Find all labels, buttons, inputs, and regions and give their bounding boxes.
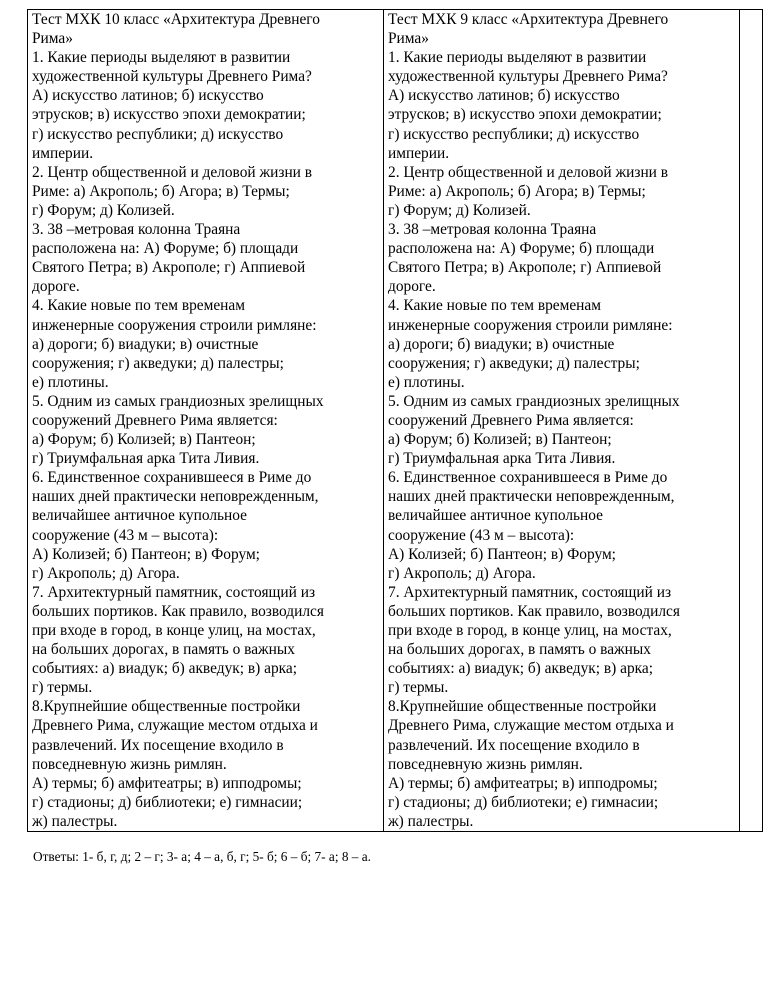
text-line: расположена на: А) Форуме; б) площади	[388, 240, 655, 258]
text-line: Тест МХК 10 класс «Архитектура Древнего	[32, 11, 320, 28]
text-line: этрусков; в) искусство эпохи демократии;	[388, 106, 662, 124]
text-line: художественной культуры Древнего Рима?	[32, 68, 312, 86]
text-line: А) термы; б) амфитеатры; в) ипподромы;	[32, 774, 302, 792]
text-line: А) искусство латинов; б) искусство	[388, 87, 620, 105]
text-line: инженерные сооружения строили римляне:	[32, 316, 317, 334]
text-line: сооружения; г) акведуки; д) палестры;	[388, 354, 640, 372]
text-line: г) искусство республики; д) искусство	[32, 125, 284, 143]
test-grade-10-text	[32, 10, 380, 831]
text-line: величайшее античное купольное	[32, 507, 247, 525]
text-line: е) плотины.	[32, 373, 109, 391]
text-line: А) термы; б) амфитеатры; в) ипподромы;	[388, 774, 658, 792]
text-line: инженерные сооружения строили римляне:	[388, 316, 673, 334]
text-line: событиях: а) виадук; б) акведук; в) арка;	[32, 660, 297, 678]
text-line: повседневную жизнь римлян.	[32, 755, 227, 773]
text-line: ж) палестры.	[388, 812, 474, 830]
text-line: 7. Архитектурный памятник, состоящий из	[32, 583, 316, 601]
text-line: а) дороги; б) виадуки; в) очистные	[32, 335, 259, 353]
text-line: 1. Какие периоды выделяют в развитии	[32, 49, 291, 67]
text-line: г) Форум; д) Колизей.	[388, 201, 531, 219]
text-line: 3. 38 –метровая колонна Траяна	[32, 221, 241, 239]
text-line: художественной культуры Древнего Рима?	[388, 68, 668, 86]
text-line: на больших дорогах, в память о важных	[32, 641, 295, 659]
text-line: больших портиков. Как правило, возводился	[32, 602, 324, 620]
text-line: сооружение (43 м – высота):	[388, 526, 575, 544]
text-line: на больших дорогах, в память о важных	[388, 641, 651, 659]
text-line: г) Триумфальная арка Тита Ливия.	[32, 450, 260, 468]
text-line: империи.	[388, 144, 450, 162]
text-line: Древнего Рима, служащие местом отдыха и	[32, 717, 318, 735]
text-line: при входе в город, в конце улиц, на мостах,	[388, 622, 672, 639]
text-line: дороге.	[388, 278, 436, 296]
answers-line: Ответы: 1- б, г, д; 2 – г; 3- а; 4 – а, б, г; 5- б; 6 – б; 7- а; 8 – а.	[33, 849, 372, 864]
text-line: повседневную жизнь римлян.	[388, 755, 583, 773]
text-line: А) искусство латинов; б) искусство	[32, 87, 264, 105]
text-line: наших дней практически неповрежденным,	[32, 488, 319, 506]
text-line: Святого Петра; в) Акрополе; г) Аппиевой	[32, 259, 306, 277]
text-line: империи.	[32, 144, 94, 162]
text-line: 6. Единственное сохранившееся в Риме до	[388, 469, 668, 487]
text-line: сооружение (43 м – высота):	[32, 526, 219, 544]
text-line: Древнего Рима, служащие местом отдыха и	[388, 717, 674, 735]
text-line: г) Триумфальная арка Тита Ливия.	[388, 450, 616, 468]
text-line: г) термы.	[388, 679, 449, 697]
text-line: 6. Единственное сохранившееся в Риме до	[32, 469, 312, 487]
text-line: Рима»	[388, 30, 429, 48]
text-line: 2. Центр общественной и деловой жизни в	[32, 163, 313, 181]
text-line: величайшее античное купольное	[388, 507, 603, 525]
text-line: А) Колизей; б) Пантеон; в) Форум;	[388, 545, 616, 563]
text-line: г) стадионы; д) библиотеки; е) гимнасии;	[388, 793, 659, 811]
text-line: 1. Какие периоды выделяют в развитии	[388, 49, 647, 67]
text-line: 5. Одним из самых грандиозных зрелищных	[32, 392, 324, 410]
table-row	[28, 10, 763, 832]
text-line: развлечений. Их посещение входило в	[388, 736, 640, 754]
empty-cell	[740, 10, 763, 832]
text-line: А) Колизей; б) Пантеон; в) Форум;	[32, 545, 260, 563]
text-line: г) стадионы; д) библиотеки; е) гимнасии;	[32, 793, 303, 811]
text-line: г) Форум; д) Колизей.	[32, 201, 175, 219]
test-grade-9-cell	[384, 10, 740, 832]
text-line: а) Форум; б) Колизей; в) Пантеон;	[388, 431, 612, 449]
text-line: сооружения; г) акведуки; д) палестры;	[32, 354, 284, 372]
text-line: сооружений Древнего Рима является:	[32, 411, 278, 429]
text-line: Риме: а) Акрополь; б) Агора; в) Термы;	[32, 182, 290, 200]
test-grade-9-text	[388, 10, 736, 831]
text-line: дороге.	[32, 278, 80, 296]
text-line: Риме: а) Акрополь; б) Агора; в) Термы;	[388, 182, 646, 200]
text-line: а) дороги; б) виадуки; в) очистные	[388, 335, 615, 353]
text-line: расположена на: А) Форуме; б) площади	[32, 240, 299, 258]
text-line: 4. Какие новые по тем временам	[388, 297, 601, 315]
text-line: больших портиков. Как правило, возводился	[388, 602, 680, 620]
text-line: наших дней практически неповрежденным,	[388, 488, 675, 506]
text-line: г) Акрополь; д) Агора.	[388, 564, 536, 582]
text-line: сооружений Древнего Рима является:	[388, 411, 634, 429]
text-line: Тест МХК 9 класс «Архитектура Древнего	[388, 11, 669, 28]
text-line: 3. 38 –метровая колонна Траяна	[388, 221, 597, 239]
text-line: г) Акрополь; д) Агора.	[32, 564, 180, 582]
text-line: Рима»	[32, 30, 73, 48]
text-line: а) Форум; б) Колизей; в) Пантеон;	[32, 431, 256, 449]
text-line: 2. Центр общественной и деловой жизни в	[388, 163, 669, 181]
text-line: 5. Одним из самых грандиозных зрелищных	[388, 392, 680, 410]
text-line: е) плотины.	[388, 373, 465, 391]
text-line: 8.Крупнейшие общественные постройки	[388, 698, 657, 716]
text-line: 4. Какие новые по тем временам	[32, 297, 245, 315]
text-line: г) термы.	[32, 679, 93, 697]
test-grade-10-cell	[28, 10, 384, 832]
text-line: Святого Петра; в) Акрополе; г) Аппиевой	[388, 259, 662, 277]
text-line: г) искусство республики; д) искусство	[388, 125, 640, 143]
text-line: 7. Архитектурный памятник, состоящий из	[388, 583, 672, 601]
text-line: 8.Крупнейшие общественные постройки	[32, 698, 301, 716]
text-line: этрусков; в) искусство эпохи демократии;	[32, 106, 306, 124]
quiz-table	[27, 9, 763, 832]
text-line: событиях: а) виадук; б) акведук; в) арка;	[388, 660, 653, 678]
text-line: развлечений. Их посещение входило в	[32, 736, 284, 754]
text-line: при входе в город, в конце улиц, на мостах,	[32, 622, 316, 639]
text-line: ж) палестры.	[32, 812, 118, 830]
